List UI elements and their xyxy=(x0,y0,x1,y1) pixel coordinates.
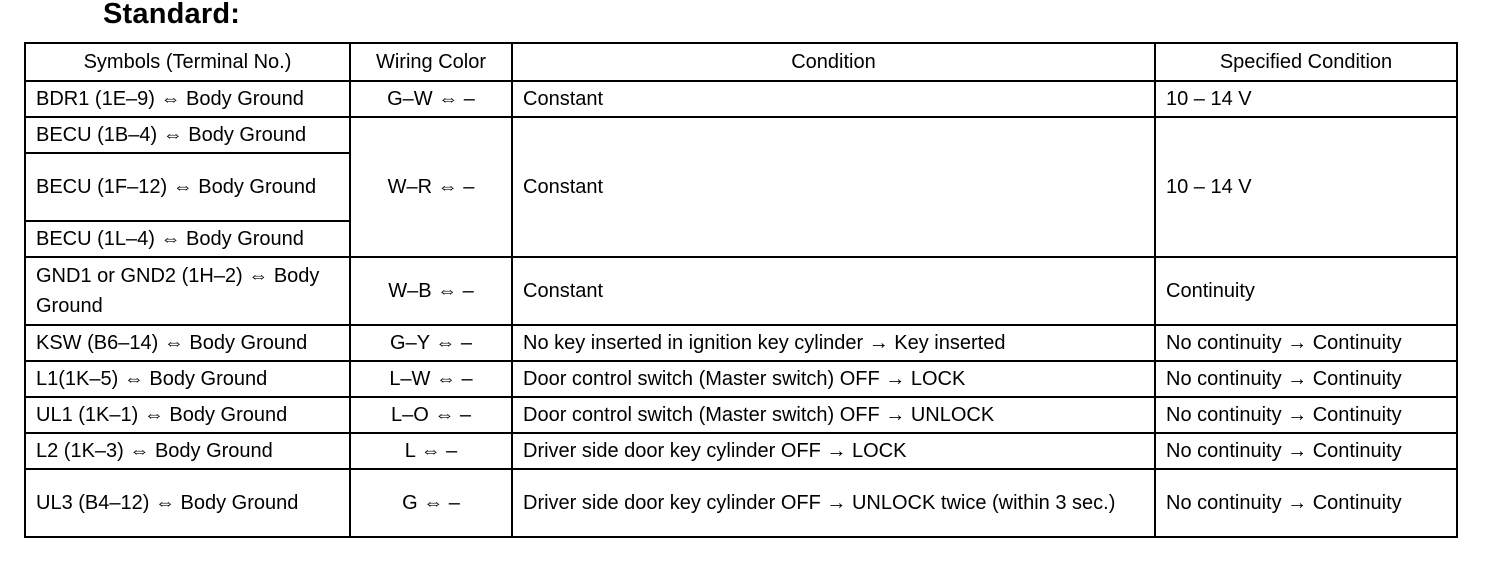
specified-condition-cell: 10 – 14 V xyxy=(1155,117,1457,257)
wiring-color-cell: W–B ⇔ – xyxy=(350,257,512,325)
table-row xyxy=(25,257,1457,325)
condition-cell: Door control switch (Master switch) OFF → UNLOCK xyxy=(512,397,1155,433)
wiring-color-cell: L–O ⇔ – xyxy=(350,397,512,433)
condition-cell: Constant xyxy=(512,257,1155,325)
header-condition: Condition xyxy=(512,43,1155,81)
wiring-color-cell: G ⇔ – xyxy=(350,469,512,537)
symbol-cell: GND1 or GND2 (1H–2) ⇔ Body Ground xyxy=(25,257,350,325)
table-row xyxy=(25,81,1457,117)
table-row xyxy=(25,117,1457,153)
specified-condition-cell: Continuity xyxy=(1155,257,1457,325)
condition-cell: Driver side door key cylinder OFF → LOCK xyxy=(512,433,1155,469)
specified-condition-cell: No continuity → Continuity xyxy=(1155,469,1457,537)
symbol-cell: L2 (1K–3) ⇔ Body Ground xyxy=(25,433,350,469)
specified-condition-cell: No continuity → Continuity xyxy=(1155,325,1457,361)
table-row xyxy=(25,361,1457,397)
symbol-cell: UL1 (1K–1) ⇔ Body Ground xyxy=(25,397,350,433)
wiring-color-cell: L ⇔ – xyxy=(350,433,512,469)
table-row xyxy=(25,433,1457,469)
table-row xyxy=(25,397,1457,433)
page-heading: Standard: xyxy=(103,0,241,30)
specified-condition-cell: No continuity → Continuity xyxy=(1155,433,1457,469)
symbol-cell: UL3 (B4–12) ⇔ Body Ground xyxy=(25,469,350,537)
header-wiring-color: Wiring Color xyxy=(350,43,512,81)
header-symbols: Symbols (Terminal No.) xyxy=(25,43,350,81)
condition-cell: Constant xyxy=(512,117,1155,257)
wiring-color-cell: G–Y ⇔ – xyxy=(350,325,512,361)
symbol-cell: BDR1 (1E–9) ⇔ Body Ground xyxy=(25,81,350,117)
condition-cell: Door control switch (Master switch) OFF → LOCK xyxy=(512,361,1155,397)
condition-cell: No key inserted in ignition key cylinder → Key inserted xyxy=(512,325,1155,361)
condition-cell: Constant xyxy=(512,81,1155,117)
specified-condition-cell: No continuity → Continuity xyxy=(1155,361,1457,397)
wiring-color-cell: L–W ⇔ – xyxy=(350,361,512,397)
table-header-row xyxy=(25,43,1457,81)
wiring-color-cell: G–W ⇔ – xyxy=(350,81,512,117)
condition-cell: Driver side door key cylinder OFF → UNLOCK twice (within 3 sec.) xyxy=(512,469,1155,537)
standard-table xyxy=(24,42,1458,538)
symbol-cell: L1(1K–5) ⇔ Body Ground xyxy=(25,361,350,397)
table-row xyxy=(25,469,1457,537)
table-row xyxy=(25,325,1457,361)
symbol-cell: KSW (B6–14) ⇔ Body Ground xyxy=(25,325,350,361)
wiring-color-cell: W–R ⇔ – xyxy=(350,117,512,257)
header-specified-condition: Specified Condition xyxy=(1155,43,1457,81)
symbol-cell: BECU (1F–12) ⇔ Body Ground xyxy=(25,153,350,221)
symbol-cell: BECU (1B–4) ⇔ Body Ground xyxy=(25,117,350,153)
symbol-cell: BECU (1L–4) ⇔ Body Ground xyxy=(25,221,350,257)
specified-condition-cell: 10 – 14 V xyxy=(1155,81,1457,117)
specified-condition-cell: No continuity → Continuity xyxy=(1155,397,1457,433)
